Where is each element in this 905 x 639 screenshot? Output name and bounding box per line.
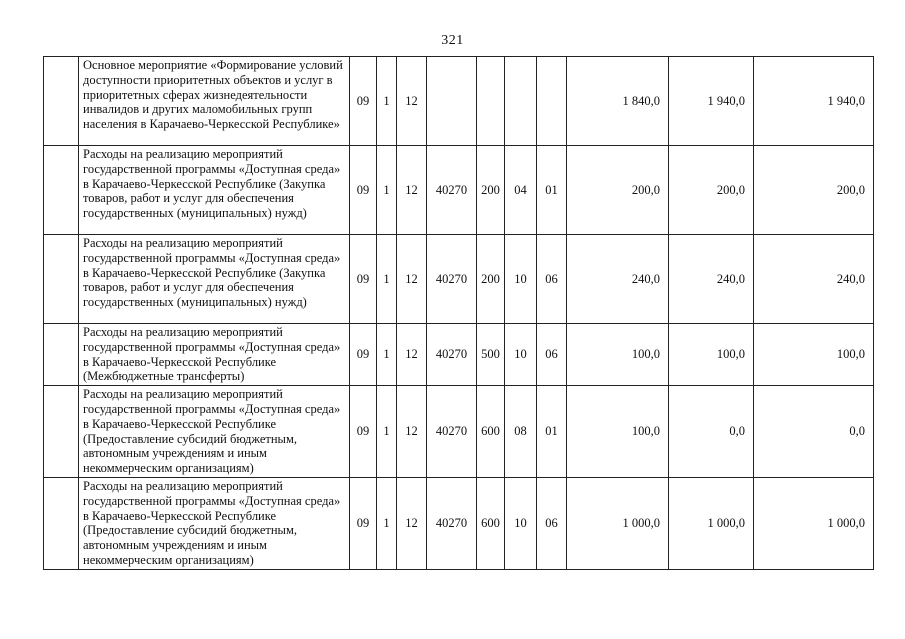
code-cell: 01 <box>537 386 567 478</box>
code-cell: 09 <box>350 324 377 386</box>
code-cell: 09 <box>350 57 377 146</box>
code-cell: 40270 <box>427 477 477 569</box>
code-cell: 40270 <box>427 324 477 386</box>
code-cell: 200 <box>477 146 505 235</box>
code-cell: 09 <box>350 477 377 569</box>
table-row <box>44 235 874 324</box>
description-cell: Расходы на реализацию мероприятий государственной программы «Доступная среда» в Карачаево-Черкесской Республике (Закупка товаров, работ и услуг для обеспечения государственных (муниципальных) нужд) <box>79 235 350 324</box>
amount-cell: 100,0 <box>567 386 669 478</box>
amount-cell: 1 000,0 <box>567 477 669 569</box>
code-cell: 06 <box>537 477 567 569</box>
amount-cell: 1 000,0 <box>754 477 874 569</box>
amount-cell: 1 940,0 <box>669 57 754 146</box>
code-cell: 10 <box>505 235 537 324</box>
code-cell: 06 <box>537 324 567 386</box>
code-cell: 40270 <box>427 146 477 235</box>
amount-cell: 1 000,0 <box>669 477 754 569</box>
table-row <box>44 324 874 386</box>
amount-cell: 0,0 <box>754 386 874 478</box>
table-row <box>44 57 874 146</box>
description-cell: Расходы на реализацию мероприятий государственной программы «Доступная среда» в Карачаево-Черкесской Республике (Закупка товаров, работ и услуг для обеспечения государственных (муниципальных) нужд) <box>79 146 350 235</box>
code-cell: 1 <box>377 324 397 386</box>
code-cell: 600 <box>477 477 505 569</box>
code-cell: 12 <box>397 146 427 235</box>
code-cell: 01 <box>537 146 567 235</box>
amount-cell: 1 940,0 <box>754 57 874 146</box>
amount-cell: 100,0 <box>669 324 754 386</box>
code-cell: 12 <box>397 57 427 146</box>
code-cell: 1 <box>377 386 397 478</box>
amount-cell: 240,0 <box>567 235 669 324</box>
code-cell: 200 <box>477 235 505 324</box>
amount-cell: 100,0 <box>754 324 874 386</box>
code-cell: 06 <box>537 235 567 324</box>
amount-cell: 0,0 <box>669 386 754 478</box>
code-cell <box>427 57 477 146</box>
code-cell: 1 <box>377 57 397 146</box>
row-number-cell <box>44 386 79 478</box>
description-cell: Расходы на реализацию мероприятий государственной программы «Доступная среда» в Карачаево-Черкесской Республике (Предоставление субсидий бюджетным, автономным учреждениям и иным некоммерческим организациям) <box>79 477 350 569</box>
amount-cell: 100,0 <box>567 324 669 386</box>
code-cell: 40270 <box>427 235 477 324</box>
code-cell: 12 <box>397 235 427 324</box>
code-cell <box>537 57 567 146</box>
row-number-cell <box>44 477 79 569</box>
code-cell: 600 <box>477 386 505 478</box>
row-number-cell <box>44 146 79 235</box>
amount-cell: 240,0 <box>754 235 874 324</box>
code-cell: 09 <box>350 386 377 478</box>
code-cell: 09 <box>350 235 377 324</box>
amount-cell: 200,0 <box>754 146 874 235</box>
code-cell: 12 <box>397 386 427 478</box>
code-cell <box>477 57 505 146</box>
code-cell: 1 <box>377 477 397 569</box>
code-cell: 1 <box>377 146 397 235</box>
code-cell: 12 <box>397 324 427 386</box>
page-number: 321 <box>441 33 464 48</box>
row-number-cell <box>44 57 79 146</box>
code-cell: 04 <box>505 146 537 235</box>
description-cell: Расходы на реализацию мероприятий государственной программы «Доступная среда» в Карачаево-Черкесской Республике (Предоставление субсидий бюджетным, автономным учреждениям и иным некоммерческим организациям) <box>79 386 350 478</box>
table-row <box>44 386 874 478</box>
amount-cell: 240,0 <box>669 235 754 324</box>
code-cell: 12 <box>397 477 427 569</box>
code-cell: 10 <box>505 324 537 386</box>
code-cell: 40270 <box>427 386 477 478</box>
table-row <box>44 477 874 569</box>
description-cell: Основное мероприятие «Формирование условий доступности приоритетных объектов и услуг в приоритетных сферах жизнедеятельности инвалидов и других маломобильных групп населения в Карачаево-Черкесской Республике» <box>79 57 350 146</box>
amount-cell: 1 840,0 <box>567 57 669 146</box>
amount-cell: 200,0 <box>669 146 754 235</box>
row-number-cell <box>44 235 79 324</box>
code-cell: 500 <box>477 324 505 386</box>
code-cell: 08 <box>505 386 537 478</box>
row-number-cell <box>44 324 79 386</box>
budget-table <box>43 56 874 570</box>
amount-cell: 200,0 <box>567 146 669 235</box>
code-cell: 09 <box>350 146 377 235</box>
description-cell: Расходы на реализацию мероприятий государственной программы «Доступная среда» в Карачаево-Черкесской Республике (Межбюджетные трансферты) <box>79 324 350 386</box>
code-cell <box>505 57 537 146</box>
code-cell: 10 <box>505 477 537 569</box>
code-cell: 1 <box>377 235 397 324</box>
table-row <box>44 146 874 235</box>
